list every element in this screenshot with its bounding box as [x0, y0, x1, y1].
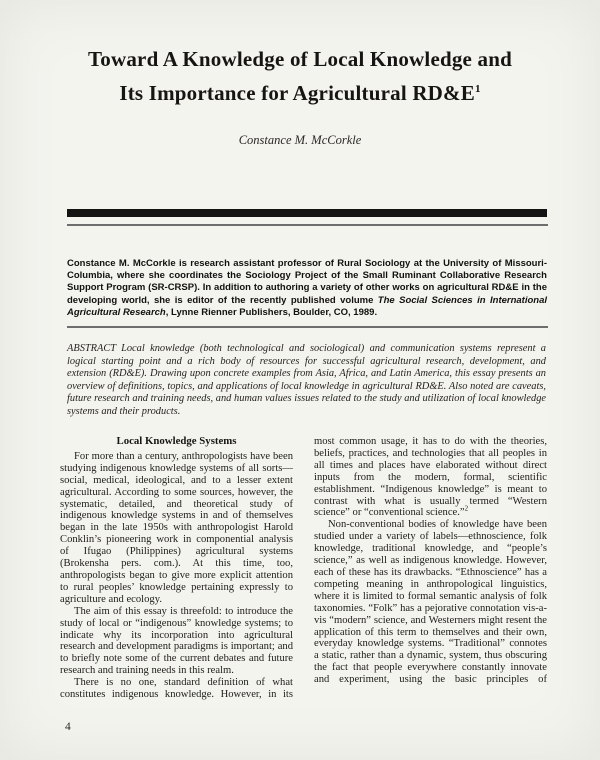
right-column: [314, 436, 547, 721]
article-title: [0, 44, 600, 108]
article-title-line2: Its Importance for Agricultural $RD\&E^1$: [119, 81, 481, 105]
bio-book-title: The Social Sciences in International Agricultural Research: [67, 294, 548, 318]
abstract-label: ABSTRACT: [67, 343, 117, 354]
horizontal-rule-top: [67, 224, 548, 226]
abstract-text: Local knowledge (both technological and sociological) and communication systems represent a logical starting point and a rich body of resources for successful agricultural research, development, and extension (RD&E). Drawing upon concrete examples from Asia, Africa, and Latin America, this essay presents an overview of definitions, topics, and applications of local knowledge in agricultural RD&E. Also noted are caveats, future research and training needs, and human values issues related to the study and utilization of local knowledge systems and their products.: [67, 343, 546, 417]
header-black-bar: [67, 209, 547, 217]
author-bio: [67, 258, 547, 319]
footnote-marker: 2: [464, 504, 469, 513]
body-paragraph: There is no one, standard definition of what constitutes indigenous knowledge. However, in its: [60, 677, 293, 701]
title-footnote-marker: 1: [474, 83, 481, 95]
article-title-line1: Toward A Knowledge of Local Knowledge and: [88, 47, 512, 71]
page-number: 4: [65, 721, 71, 733]
body-paragraph: most common usage, it has to do with the theories, beliefs, practices, and technologies that all peoples in all times and places have elaborated without direct inputs from the modern, formal, scientific establishment. “Indigenous knowledge” is meant to contrast with what is usually termed “Western science” or “conventional science.”$^2$: [314, 436, 547, 519]
body-paragraph: The aim of this essay is threefold: to introduce the study of local or “indigenous” knowledge systems; to indicate why its incorporation into agricultural research and development paradigms is important; and to briefly note some of the current debates and future research and training needs in this realm.: [60, 605, 293, 677]
bio-text-after: , Lynne Rienner Publishers, Boulder, CO, 1989.: [165, 306, 378, 318]
body-paragraph: Non-conventional bodies of knowledge have been studied under a variety of labels—ethnoscience, folk knowledge, traditional knowledge, and “people’s science,” as well as indigenous knowledge. However, each of these has its drawbacks. “Ethnoscience” has a competing meaning in anthropological linguistics, where it is limited to formal semantic analysis of folk taxonomies. “Folk” has a pejorative connotation vis-a-vis “modern” science, and Westerners might resent the application of this term to themselves and their own, everyday knowledge systems. “Traditional” connotes a static, rather than a dynamic, system, thus obscuring the fact that people everywhere constantly innovate and experiment, using the basic principles of: [314, 519, 547, 686]
abstract: [67, 343, 546, 419]
bio-text-before: Constance M. McCorkle is research assistant professor of Rural Sociology at the University of Missouri-Columbia, where she coordinates the Sociology Project of the Small Ruminant Collaborative Research Support Program (SR-CRSP). In addition to authoring a variety of other works on agricultural RD&E in the developing world, she is editor of the recently published volume: [67, 258, 547, 306]
section-heading: Local Knowledge Systems: [116, 436, 237, 447]
body-columns: [60, 436, 547, 721]
left-column: [60, 436, 293, 721]
horizontal-rule-middle: [67, 326, 548, 328]
author-name: Constance M. McCorkle: [238, 133, 362, 147]
body-paragraph: For more than a century, anthropologists have been studying indigenous knowledge systems of all sorts—social, medical, ideological, and to a lesser extent agricultural. According to some sources, however, the systematic, detailed, and theoretical study of indigenous knowledge systems in and of themselves began in the late 1950s with anthropologist Harold Conklin’s pioneering work in componential analysis of Ifugao (Philippines) agricultural systems (Brokensha pers. com.). At this time, too, anthropologists began to give more explicit attention to rural peoples’ knowledge pertaining expressly to agriculture and ecology.: [60, 450, 293, 605]
